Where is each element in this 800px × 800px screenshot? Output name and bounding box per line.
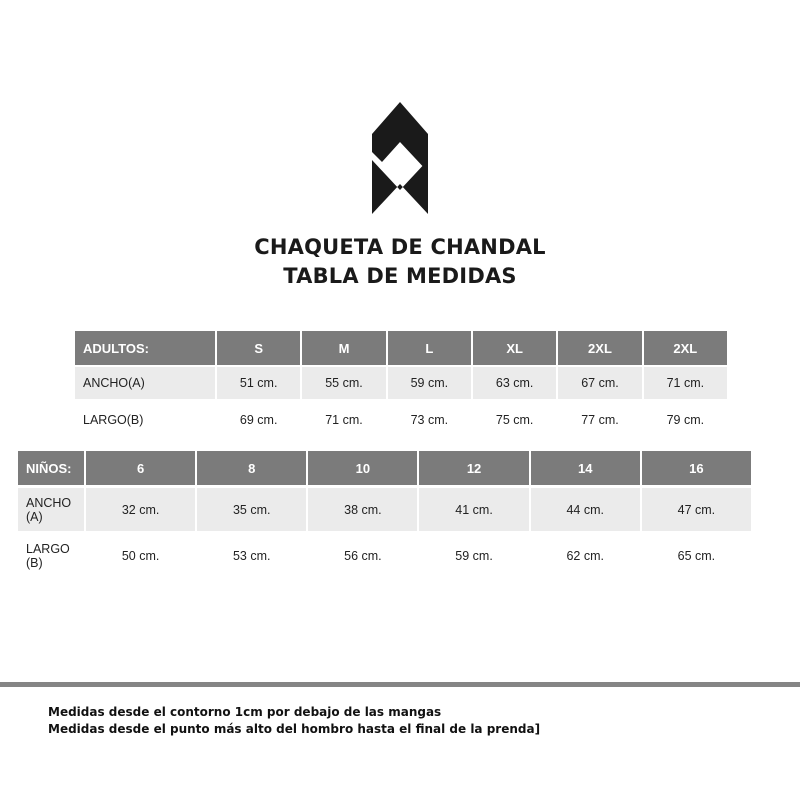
- page-subtitle: TABLA DE MEDIDAS: [283, 264, 517, 288]
- size-header-cell: 14: [531, 451, 640, 485]
- size-header-cell: 8: [197, 451, 306, 485]
- measure-cell: 53 cm.: [197, 531, 306, 581]
- size-header-cell: 10: [308, 451, 417, 485]
- measure-cell: 38 cm.: [308, 485, 417, 531]
- table-row: [75, 399, 727, 441]
- measure-cell: 75 cm.: [473, 399, 556, 441]
- measure-cell: 71 cm.: [302, 399, 385, 441]
- size-header-cell: 16: [642, 451, 751, 485]
- measure-cell: 44 cm.: [531, 485, 640, 531]
- size-header-cell: M: [302, 331, 385, 365]
- table-row: [18, 485, 751, 531]
- measure-cell: 56 cm.: [308, 531, 417, 581]
- table-header-row: [18, 451, 751, 485]
- measure-cell: 77 cm.: [558, 399, 641, 441]
- measure-cell: 55 cm.: [302, 365, 385, 399]
- size-header-cell: 2XL: [558, 331, 641, 365]
- table-row: [75, 365, 727, 399]
- measure-cell: 65 cm.: [642, 531, 751, 581]
- measure-cell: 71 cm.: [644, 365, 727, 399]
- size-header-cell: 12: [419, 451, 528, 485]
- kids-size-table: [16, 451, 753, 581]
- row-label: LARGO(B): [75, 399, 215, 441]
- page-title: CHAQUETA DE CHANDAL: [254, 235, 546, 259]
- row-label: LARGO (B): [18, 531, 84, 581]
- table-row: [18, 531, 751, 581]
- measure-cell: 50 cm.: [86, 531, 195, 581]
- measure-cell: 59 cm.: [388, 365, 471, 399]
- measure-cell: 35 cm.: [197, 485, 306, 531]
- measure-cell: 67 cm.: [558, 365, 641, 399]
- measure-cell: 73 cm.: [388, 399, 471, 441]
- measure-cell: 63 cm.: [473, 365, 556, 399]
- measure-cell: 41 cm.: [419, 485, 528, 531]
- table-header-cell: ADULTOS:: [75, 331, 215, 365]
- footnote: Medidas desde el contorno 1cm por debajo de las mangas: [48, 705, 442, 719]
- size-header-cell: S: [217, 331, 300, 365]
- measure-cell: 62 cm.: [531, 531, 640, 581]
- row-label: ANCHO(A): [75, 365, 215, 399]
- measure-cell: 32 cm.: [86, 485, 195, 531]
- measure-cell: 59 cm.: [419, 531, 528, 581]
- row-label: ANCHO (A): [18, 485, 84, 531]
- adults-size-table: [73, 331, 729, 441]
- size-header-cell: XL: [473, 331, 556, 365]
- measure-cell: 51 cm.: [217, 365, 300, 399]
- measure-cell: 69 cm.: [217, 399, 300, 441]
- size-header-cell: 6: [86, 451, 195, 485]
- brand-chevron-logo-icon: [372, 102, 428, 214]
- size-header-cell: 2XL: [644, 331, 727, 365]
- measure-cell: 79 cm.: [644, 399, 727, 441]
- table-header-row: [75, 331, 727, 365]
- measure-cell: 47 cm.: [642, 485, 751, 531]
- size-header-cell: L: [388, 331, 471, 365]
- divider-rule: [0, 682, 800, 687]
- table-header-cell: NIÑOS:: [18, 451, 84, 485]
- footnote: Medidas desde el punto más alto del hombro hasta el final de la prenda]: [48, 722, 541, 736]
